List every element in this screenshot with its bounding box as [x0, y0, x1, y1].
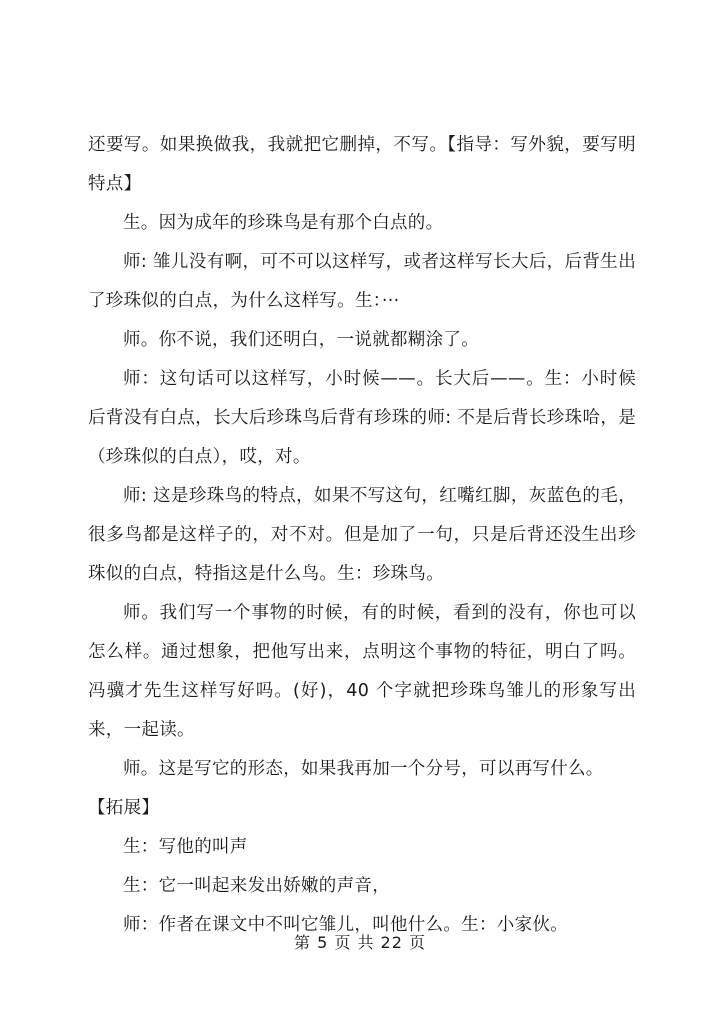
paragraph: 生：写他的叫声: [123, 837, 248, 857]
section-heading: 【拓展】: [88, 798, 160, 818]
paragraph: 师。这是写它的形态，如果我再加一个分号，可以再写什么。: [123, 759, 604, 779]
paragraph: 师：这句话可以这样写，小时候——。长大后——。生：小时候后背没有白点，长大后珍珠鸟后背有珍珠的师: 不是后背长珍珠哈，是（珍珠似的白点），哎，对。: [88, 369, 636, 467]
paragraph: 生。因为成年的珍珠鸟是有那个白点的。: [123, 213, 444, 233]
paragraph: 师。你不说，我们还明白，一说就都糊涂了。: [123, 330, 479, 350]
paragraph: 生：它一叫起来发出娇嫩的声音，: [123, 876, 390, 896]
paragraph: 师。我们写一个事物的时候，有的时候，看到的没有，你也可以怎么样。通过想象，把他写出来，点明这个事物的特征，明白了吗。冯骥才先生这样写好吗。(好)，40 个字就把珍珠鸟雏儿的形象写出来，一起读。: [88, 603, 636, 740]
page-footer: 第 5 页 共 22 页: [294, 933, 426, 952]
paragraph: 师：作者在课文中不叫它雏儿，叫他什么。生：小家伙。: [123, 915, 568, 935]
paragraph: 还要写。如果换做我，我就把它删掉，不写。【指导：写外貌，要写明特点】: [88, 135, 636, 194]
paragraph: 师: 雏儿没有啊，可不可以这样写，或者这样写长大后，后背生出了珍珠似的白点，为什么这样写。生：···: [88, 252, 636, 311]
paragraph: 师: 这是珍珠鸟的特点，如果不写这句，红嘴红脚，灰蓝色的毛，很多鸟都是这样子的，对不对。但是加了一句，只是后背还没生出珍珠似的白点，特指这是什么鸟。生：珍珠鸟。: [88, 486, 636, 584]
document-body: [88, 126, 636, 945]
